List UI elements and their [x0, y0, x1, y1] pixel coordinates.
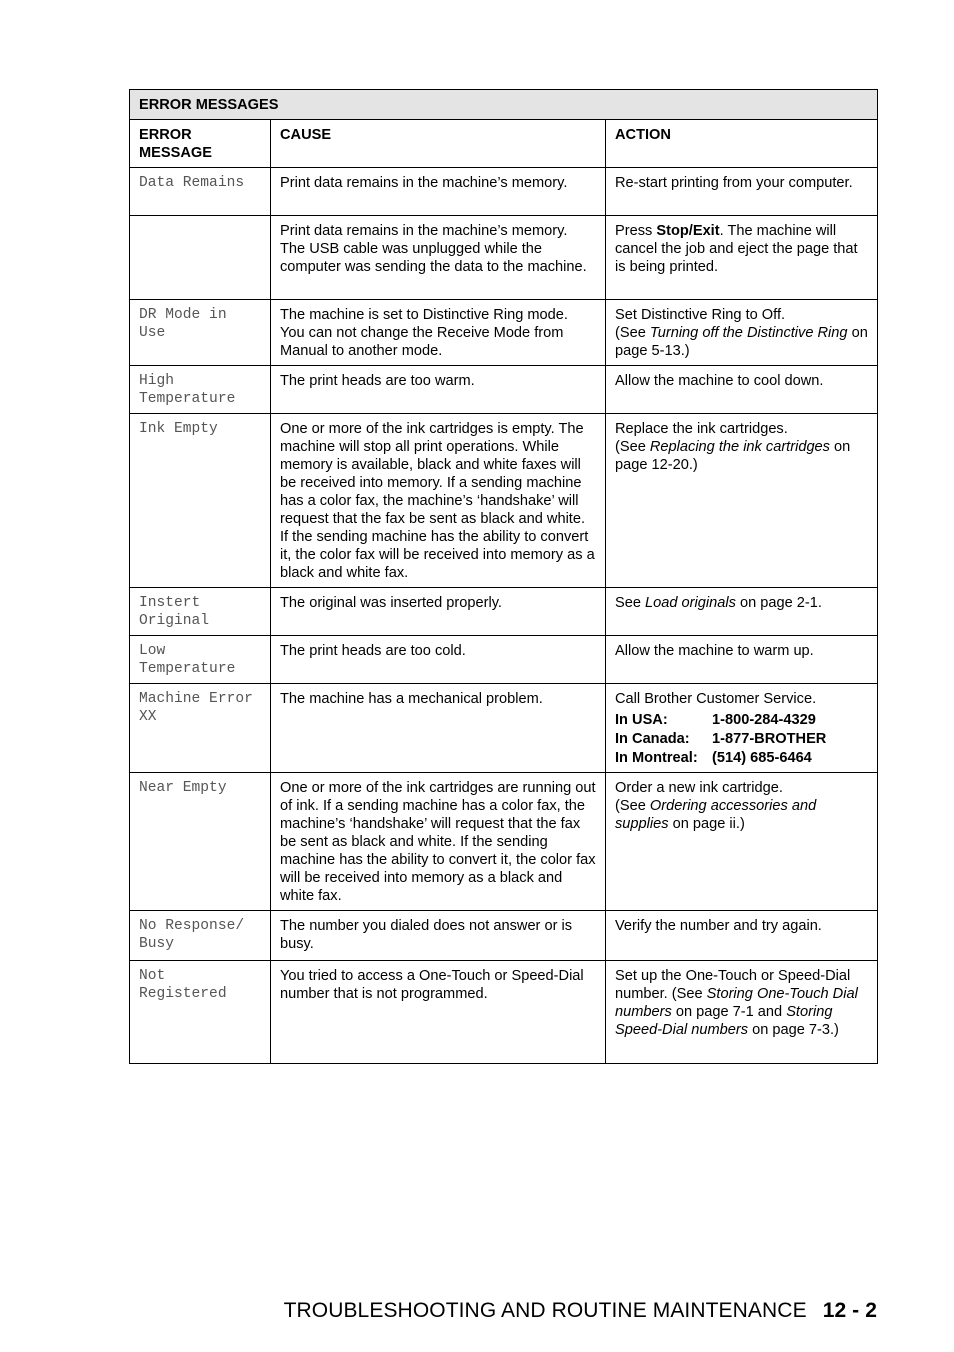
action-text: Set Distinctive Ring to Off. [615, 307, 786, 323]
cause-cell: The machine is set to Distinctive Ring mode. You can not change the Receive Mode from Manual to another mode. [271, 300, 606, 366]
cause-cell: The print heads are too cold. [271, 636, 606, 684]
table-title: ERROR MESSAGES [130, 90, 878, 120]
action-text: Call Brother Customer Service. [615, 691, 817, 707]
table-row [130, 216, 878, 300]
error-message-cell: Instert Original [130, 588, 271, 636]
cause-cell: The machine has a mechanical problem. [271, 684, 606, 773]
error-message-cell-continued [130, 216, 271, 300]
cause-cell: Print data remains in the machine’s memory. [271, 168, 606, 216]
action-cell [606, 414, 878, 588]
action-text: Order a new ink cartridge. [615, 780, 783, 796]
page-footer [284, 1299, 877, 1323]
contact-label: In Montreal: [615, 750, 698, 766]
contact-number: 1-877-BROTHER [712, 731, 827, 747]
action-cell [606, 300, 878, 366]
action-text: on page 12-20.) [615, 439, 851, 473]
footer-section-title: TROUBLESHOOTING AND ROUTINE MAINTENANCE [283, 1299, 807, 1322]
cross-reference: Storing Speed-Dial numbers [615, 1004, 833, 1038]
action-text: on page 5-13.) [615, 325, 868, 359]
action-cell: Allow the machine to warm up. [606, 636, 878, 684]
contact-list [615, 711, 868, 767]
action-cell [606, 684, 878, 773]
action-text: Set up the One-Touch or Speed-Dial number. (See [615, 968, 851, 1002]
action-text: (See [615, 439, 650, 455]
action-cell [606, 961, 878, 1064]
table-row [130, 911, 878, 961]
contact-label: In USA: [615, 712, 668, 728]
action-cell: Allow the machine to cool down. [606, 366, 878, 414]
cause-cell: The number you dialed does not answer or is busy. [271, 911, 606, 961]
action-text: . The machine will cancel the job and eject the page that is being printed. [615, 223, 858, 275]
error-message-cell: High Temperature [130, 366, 271, 414]
action-cell [606, 773, 878, 911]
error-messages-table [129, 89, 878, 1064]
table-row [130, 366, 878, 414]
cross-reference: Turning off the Distinctive Ring [649, 325, 848, 341]
stop-exit-key-label: Stop/Exit [656, 223, 720, 239]
cross-reference: Storing One-Touch Dial numbers [615, 986, 858, 1020]
table-row [130, 773, 878, 911]
action-text: (See [615, 325, 650, 341]
table-row [130, 414, 878, 588]
table-row [130, 636, 878, 684]
table-row [130, 300, 878, 366]
action-cell [606, 216, 878, 300]
column-header-error-message: ERROR MESSAGE [130, 120, 271, 168]
error-message-cell: Not Registered [130, 961, 271, 1064]
column-header-cause: CAUSE [271, 120, 606, 168]
error-message-cell: Data Remains [130, 168, 271, 216]
error-message-cell: Machine Error XX [130, 684, 271, 773]
cause-cell: The print heads are too warm. [271, 366, 606, 414]
page-number: 12 - 2 [822, 1299, 877, 1322]
cause-cell: Print data remains in the machine’s memory. The USB cable was unplugged while the computer was sending the data to the machine. [271, 216, 606, 300]
cause-cell: The original was inserted properly. [271, 588, 606, 636]
column-header-action: ACTION [606, 120, 878, 168]
cross-reference: Replacing the ink cartridges [649, 439, 830, 455]
contact-number: (514) 685-6464 [712, 750, 812, 766]
action-text: on page ii.) [668, 816, 745, 832]
error-message-cell: Low Temperature [130, 636, 271, 684]
cross-reference: Ordering accessories and supplies [615, 798, 817, 832]
contact-number: 1-800-284-4329 [712, 712, 816, 728]
action-text: Press [615, 223, 657, 239]
cause-cell: One or more of the ink cartridges is empty. The machine will stop all print operations. While memory is available, black and white faxes will be received into memory. If a sending machine has a color fax, the machine’s ‘handshake’ will request that the fax be sent as black and white. If the sending machine has the ability to convert it, the color fax will be received into memory as a black and white fax. [271, 414, 606, 588]
action-text: on page 7-3.) [748, 1022, 839, 1038]
table-row [130, 168, 878, 216]
action-text: on page 7-1 and [671, 1004, 787, 1020]
action-cell: Verify the number and try again. [606, 911, 878, 961]
action-cell [606, 588, 878, 636]
contact-label: In Canada: [615, 731, 690, 747]
table-row [130, 588, 878, 636]
error-message-cell: No Response/ Busy [130, 911, 271, 961]
cause-cell: You tried to access a One-Touch or Speed-Dial number that is not programmed. [271, 961, 606, 1064]
error-message-cell: Near Empty [130, 773, 271, 911]
action-text: Replace the ink cartridges. [615, 421, 788, 437]
error-message-cell: DR Mode in Use [130, 300, 271, 366]
cross-reference: Load originals [645, 595, 736, 611]
action-text: See [615, 595, 646, 611]
table-row [130, 961, 878, 1064]
action-cell: Re-start printing from your computer. [606, 168, 878, 216]
action-text: (See [615, 798, 650, 814]
cause-cell: One or more of the ink cartridges are running out of ink. If a sending machine has a color fax, the machine’s ‘handshake’ will request that the fax be sent as black and white. If the sending machine has the ability to convert it, the color fax will be received into memory as a black and white fax. [271, 773, 606, 911]
error-message-cell: Ink Empty [130, 414, 271, 588]
action-text: on page 2-1. [735, 595, 822, 611]
table-row [130, 684, 878, 773]
